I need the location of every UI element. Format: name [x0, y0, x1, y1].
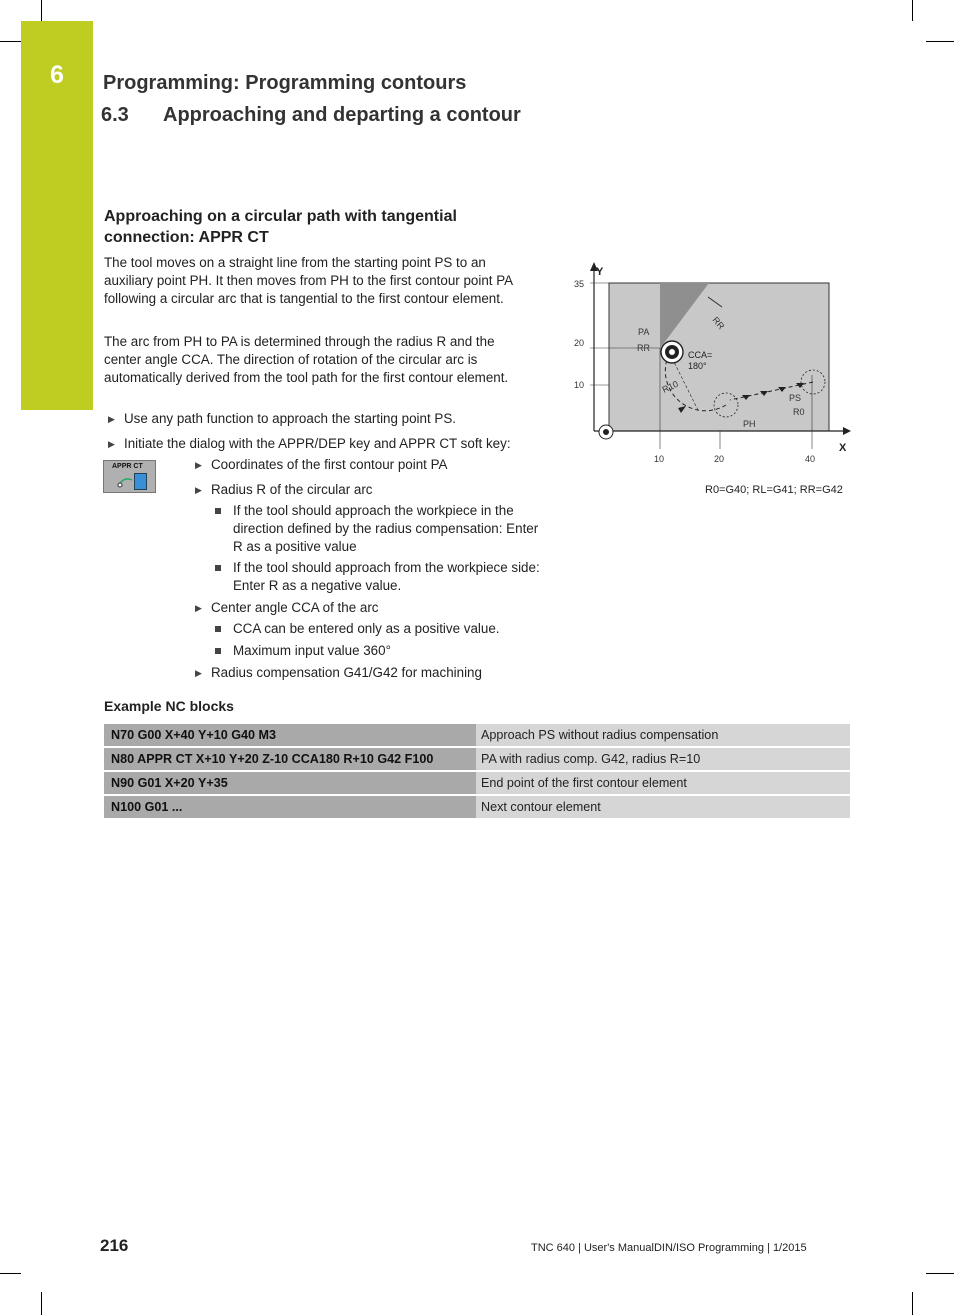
crop-mark: [912, 1292, 913, 1315]
item-radius-positive: If the tool should approach the workpiece in the direction defined by the radius compensation: Enter R as a positive value: [233, 503, 539, 554]
label-ph: PH: [743, 419, 756, 429]
crop-mark: [0, 1273, 21, 1274]
table-row: [104, 796, 850, 818]
y-tick-label: 20: [574, 338, 585, 348]
arrow-bullet-icon: ▶: [108, 414, 115, 424]
tool-center-icon: [669, 349, 675, 355]
figure-legend: R0=G40; RL=G41; RR=G42: [705, 484, 843, 496]
y-axis-label: Y: [596, 266, 604, 278]
paragraph-arc: The arc from PH to PA is determined through the radius R and the center angle CCA. The direction of rotation of the circular arc is automatically derived from the tool path for the first contour element.: [104, 334, 509, 385]
section-title-line: [101, 104, 521, 127]
label-cca: CCA=: [688, 350, 713, 360]
workpiece-icon: [134, 473, 147, 490]
label-rr-contour: RR: [710, 314, 727, 332]
label-pa: PA: [638, 327, 650, 337]
item-radius-comp: [195, 664, 545, 682]
nc-description: Approach PS without radius compensation: [476, 724, 850, 746]
chapter-title: Programming: Programming contours: [103, 72, 467, 94]
nc-blocks-table: [104, 722, 850, 820]
chapter-number: 6: [50, 61, 64, 89]
nc-description: End point of the first contour element: [476, 772, 850, 794]
item-text: Radius R of the circular arc: [211, 482, 373, 497]
nc-description: PA with radius comp. G42, radius R=10: [476, 748, 850, 770]
paragraph-intro: The tool moves on a straight line from the starting point PS to an auxiliary point PH. It then moves from PH to the first contour point PA following a circular arc that is tangential to the first contour element.: [104, 255, 513, 306]
x-tick-label: 40: [805, 454, 816, 464]
x-axis-arrow-icon: [843, 427, 851, 435]
section-heading: Approaching on a circular path with tangential connection: APPR CT: [104, 208, 457, 246]
arrow-bullet-icon: ▶: [195, 668, 202, 678]
crop-mark: [41, 1292, 42, 1315]
item-radius: [195, 481, 545, 499]
step-text: Initiate the dialog with the APPR/DEP key and APPR CT soft key:: [124, 436, 511, 451]
square-bullet-icon: [215, 626, 221, 632]
x-tick-label: 10: [654, 454, 665, 464]
arrow-bullet-icon: ▶: [195, 603, 202, 613]
item-text: Center angle CCA of the arc: [211, 600, 379, 615]
item-center-angle: [195, 599, 545, 617]
step-text: Use any path function to approach the starting point PS.: [124, 411, 457, 426]
chapter-tab: [21, 21, 93, 410]
crop-mark: [926, 41, 954, 42]
item-text: Radius compensation G41/G42 for machining: [211, 665, 482, 680]
arrow-bullet-icon: ▶: [195, 485, 202, 495]
example-title: Example NC blocks: [104, 698, 234, 714]
label-ps: PS: [789, 393, 802, 403]
nc-code: N80 APPR CT X+10 Y+20 Z-10 CCA180 R+10 G42 F100: [104, 748, 476, 770]
x-tick-label: 20: [714, 454, 725, 464]
nc-code: N90 G01 X+20 Y+35: [104, 772, 476, 794]
step-approach: [108, 410, 548, 428]
footer-text: TNC 640 | User's ManualDIN/ISO Programming | 1/2015: [531, 1242, 807, 1254]
label-cca-value: 180°: [688, 361, 707, 371]
page-number: 216: [100, 1236, 129, 1255]
table-row: [104, 772, 850, 794]
item-cca-positive: CCA can be entered only as a positive value.: [233, 621, 500, 636]
datum-center-icon: [603, 429, 609, 435]
y-tick-label: 35: [574, 279, 585, 289]
table-row: [104, 724, 850, 746]
item-coordinates: [195, 456, 545, 474]
arrow-bullet-icon: ▶: [195, 460, 202, 470]
crop-mark: [926, 1273, 954, 1274]
item-text: Coordinates of the first contour point PA: [211, 457, 448, 472]
square-bullet-icon: [215, 648, 221, 654]
label-r10: R10: [660, 378, 680, 395]
nc-code: N100 G01 ...: [104, 796, 476, 818]
crop-mark: [0, 41, 21, 42]
item-radius-negative: If the tool should approach from the workpiece side: Enter R as a negative value.: [233, 560, 540, 593]
x-axis-label: X: [839, 442, 847, 454]
arrow-bullet-icon: ▶: [108, 439, 115, 449]
nc-description: Next contour element: [476, 796, 850, 818]
crop-mark: [41, 0, 42, 21]
appr-ct-softkey[interactable]: [103, 460, 156, 493]
section-number: 6.3: [101, 104, 129, 126]
y-tick-label: 10: [574, 380, 585, 390]
crop-mark: [912, 0, 913, 21]
square-bullet-icon: [215, 565, 221, 571]
label-ps-r0: R0: [793, 407, 805, 417]
item-cca-max: Maximum input value 360°: [233, 643, 391, 658]
softkey-label: APPR CT: [112, 463, 143, 470]
label-pa-rr: RR: [637, 343, 650, 353]
section-title: Approaching and departing a contour: [163, 104, 521, 126]
square-bullet-icon: [215, 508, 221, 514]
nc-code: N70 G00 X+40 Y+10 G40 M3: [104, 724, 476, 746]
appr-ct-figure: [560, 255, 860, 470]
approach-path-icon: [116, 472, 136, 490]
step-dialog: [108, 435, 548, 453]
table-row: [104, 748, 850, 770]
